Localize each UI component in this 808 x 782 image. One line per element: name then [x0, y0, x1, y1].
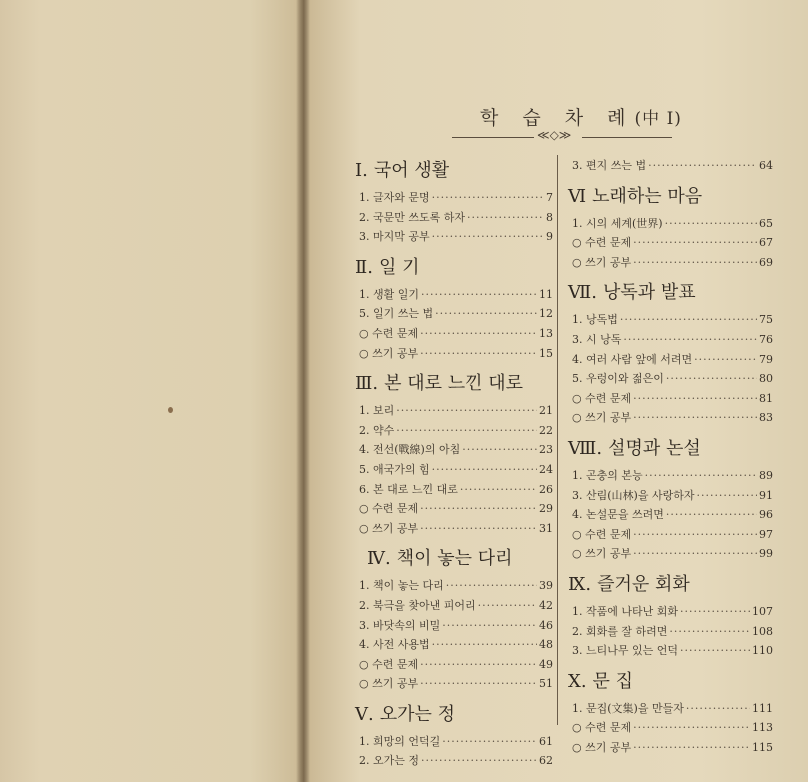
- toc-entry: [355, 227, 553, 247]
- section-heading: [568, 669, 773, 695]
- toc-entry-page: 15: [539, 346, 553, 360]
- toc-entry-label: 4. 전선(戰線)의 아침: [359, 443, 461, 457]
- section-numeral: Ⅷ.: [568, 437, 603, 459]
- section-numeral: Ⅶ.: [568, 282, 597, 304]
- dot-leader: [633, 544, 757, 564]
- toc-entry-page: 79: [759, 352, 773, 366]
- section-numeral: Ⅴ.: [355, 703, 374, 725]
- dot-leader: [666, 505, 757, 525]
- toc-entry-page: 97: [759, 527, 773, 541]
- section-title: 즐거운 회화: [597, 573, 690, 595]
- toc-entry-label: 1. 책이 놓는 다리: [359, 579, 444, 593]
- toc-entry: [355, 480, 553, 500]
- section-title: 낭독과 발표: [602, 282, 696, 304]
- dot-leader: [696, 486, 757, 506]
- toc-entry-page: 67: [759, 236, 773, 250]
- book-gutter: [296, 0, 310, 782]
- dot-leader: [420, 344, 537, 364]
- toc-entry-page: 26: [539, 482, 553, 496]
- section-title: 문 집: [592, 670, 634, 692]
- section-numeral: Ⅲ.: [355, 373, 379, 395]
- dot-leader: [420, 499, 537, 519]
- toc-entry-label: 3. 산림(山林)을 사랑하자: [572, 488, 695, 502]
- toc-entry-label: 4. 여러 사람 앞에 서려면: [572, 352, 693, 366]
- toc-entry-page: 8: [546, 210, 553, 224]
- section-title: 일 기: [378, 256, 420, 278]
- toc-entry-label: ○ 쓰기 공부: [359, 677, 419, 691]
- dot-leader: [421, 285, 537, 305]
- toc-entry: [568, 408, 773, 428]
- toc-entry-label: 2. 국문만 쓰도록 하자: [359, 210, 465, 224]
- toc-entry-page: 96: [759, 508, 773, 522]
- toc-entry-label: 1. 보리: [359, 404, 395, 418]
- toc-entry-page: 22: [539, 423, 553, 437]
- toc-entry-page: 23: [539, 443, 553, 457]
- dot-leader: [432, 635, 537, 655]
- section-heading: [568, 184, 773, 210]
- toc-entry: [355, 208, 553, 228]
- section-title: 설명과 논설: [608, 437, 701, 459]
- toc-entry: [568, 699, 773, 719]
- toc-entry-label: 1. 문집(文集)을 만들자: [572, 701, 684, 715]
- paper-speck: [168, 407, 173, 413]
- toc-entry: [568, 544, 773, 564]
- toc-entry-label: 3. 바닷속의 비밀: [359, 618, 441, 632]
- toc-entry-label: 5. 애국가의 힘: [359, 462, 430, 476]
- toc-entry-label: 5. 일기 쓰는 법: [359, 307, 434, 321]
- section-numeral: Ⅵ: [568, 185, 587, 207]
- dot-leader: [420, 324, 537, 344]
- toc-entry-page: 62: [539, 754, 553, 768]
- dot-leader: [633, 253, 757, 273]
- toc-entry: [355, 674, 553, 694]
- dot-leader: [478, 596, 537, 616]
- toc-entry-page: 75: [759, 313, 773, 327]
- section-heading: [355, 255, 553, 281]
- toc-entry-page: 108: [752, 624, 773, 638]
- dot-leader: [442, 732, 537, 752]
- column-divider: [557, 155, 558, 725]
- toc-entry-page: 89: [759, 468, 773, 482]
- dot-leader: [420, 655, 537, 675]
- toc-entry: [355, 635, 553, 655]
- toc-entry-label: ○ 쓰기 공부: [572, 740, 632, 754]
- toc-entry: [355, 499, 553, 519]
- dot-leader: [633, 233, 757, 253]
- toc-entry: [355, 655, 553, 675]
- toc-entry-label: 2. 오가는 정: [359, 754, 419, 768]
- toc-entry-label: 3. 편지 쓰는 법: [572, 159, 647, 172]
- section-heading: [568, 436, 773, 462]
- dot-leader: [460, 480, 537, 500]
- toc-entry-page: 83: [759, 411, 773, 425]
- dot-leader: [420, 519, 537, 539]
- toc-entry-label: ○ 수련 문제: [572, 527, 632, 541]
- section-title: 책이 놓는 다리: [396, 548, 513, 570]
- toc-entry: [355, 616, 553, 636]
- dot-leader: [633, 408, 757, 428]
- dot-leader: [648, 156, 757, 176]
- toc-entry-label: ○ 쓰기 공부: [359, 346, 419, 360]
- page-title: [480, 103, 682, 130]
- dot-leader: [620, 310, 757, 330]
- ornament-line-right: [582, 137, 672, 138]
- toc-entry-label: 1. 낭독법: [572, 313, 618, 327]
- dot-leader: [446, 576, 537, 596]
- toc-entry: [355, 285, 553, 305]
- dot-leader: [694, 350, 757, 370]
- section-numeral: Ⅹ.: [568, 670, 587, 692]
- toc-entry-page: 46: [539, 618, 553, 632]
- dot-leader: [666, 369, 757, 389]
- dot-leader: [645, 466, 757, 486]
- title-main: 학 습 차 례: [480, 107, 635, 129]
- toc-entry-label: 2. 북극을 찾아낸 피어리: [359, 598, 476, 612]
- dot-leader: [633, 738, 750, 758]
- toc-entry-label: ○ 수련 문제: [572, 391, 632, 405]
- section-heading: [568, 280, 773, 306]
- toc-entry-page: 80: [759, 372, 773, 386]
- title-ornament: [452, 128, 672, 143]
- toc-entry: [568, 641, 773, 661]
- toc-entry-page: 110: [752, 644, 773, 658]
- toc-entry-label: 3. 시 낭독: [572, 332, 622, 346]
- toc-entry-page: 11: [539, 287, 553, 301]
- toc-entry-page: 9: [546, 230, 553, 244]
- toc-entry: [355, 421, 553, 441]
- dot-leader: [633, 389, 757, 409]
- toc-entry: [568, 738, 773, 758]
- toc-entry-label: 3. 느티나무 있는 언덕: [572, 644, 678, 658]
- toc-entry-page: 99: [759, 547, 773, 561]
- dot-leader: [420, 674, 537, 694]
- dot-leader: [467, 208, 544, 228]
- toc-entry-label: ○ 쓰기 공부: [572, 255, 632, 269]
- toc-entry-page: 91: [759, 488, 773, 502]
- toc-entry-label: 6. 본 대로 느낀 대로: [359, 482, 458, 496]
- toc-entry: [355, 596, 553, 616]
- toc-entry: [568, 486, 773, 506]
- toc-entry: [568, 310, 773, 330]
- toc-entry-page: 64: [759, 159, 773, 172]
- toc-entry-label: ○ 수련 문제: [359, 502, 419, 516]
- toc-entry-label: 4. 논설문을 쓰려면: [572, 508, 664, 522]
- section-numeral: Ⅸ.: [568, 573, 592, 595]
- toc-entry-page: 21: [539, 404, 553, 418]
- toc-entry: [568, 718, 773, 738]
- toc-entry: [355, 576, 553, 596]
- toc-right-column: [568, 156, 773, 757]
- toc-entry: [568, 525, 773, 545]
- toc-entry: [568, 350, 773, 370]
- toc-entry-label: 1. 글자와 문명: [359, 191, 430, 204]
- section-title: 오가는 정: [379, 703, 456, 725]
- section-title: 본 대로 느낀 대로: [384, 373, 523, 395]
- section-heading: [355, 371, 553, 397]
- toc-entry-label: ○ 쓰기 공부: [572, 547, 632, 561]
- toc-entry: [355, 304, 553, 324]
- dot-leader: [680, 602, 750, 622]
- toc-entry-label: 4. 사전 사용법: [359, 638, 430, 652]
- toc-entry-label: 2. 약수: [359, 423, 395, 437]
- toc-entry-page: 12: [539, 307, 553, 321]
- toc-entry-page: 29: [539, 502, 553, 516]
- section-heading: [568, 572, 773, 598]
- toc-entry: [568, 253, 773, 273]
- toc-entry: [568, 233, 773, 253]
- diamond-ornament-icon: ≪◇≫: [537, 128, 572, 142]
- section-title: 국어 생활: [373, 160, 450, 181]
- toc-entry: [355, 751, 553, 771]
- section-heading: [355, 158, 553, 184]
- toc-entry-page: 107: [752, 604, 773, 618]
- title-sub: (中 I): [634, 109, 682, 129]
- toc-entry-page: 111: [752, 701, 773, 715]
- dot-leader: [396, 401, 537, 421]
- toc-entry-label: ○ 쓰기 공부: [359, 521, 419, 535]
- toc-entry-page: 13: [539, 326, 553, 340]
- section-title: 노래하는 마음: [592, 185, 703, 207]
- toc-entry: [355, 460, 553, 480]
- section-numeral: Ⅳ.: [367, 548, 391, 570]
- toc-entry: [568, 466, 773, 486]
- toc-entry-page: 61: [539, 734, 553, 748]
- dot-leader: [435, 304, 537, 324]
- toc-entry-label: 3. 마지막 공부: [359, 230, 430, 244]
- dot-leader: [623, 330, 757, 350]
- toc-entry-label: ○ 수련 문제: [359, 326, 419, 340]
- toc-entry: [568, 505, 773, 525]
- toc-entry: [355, 732, 553, 752]
- toc-entry-label: ○ 수련 문제: [359, 657, 419, 671]
- toc-entry: [568, 214, 773, 234]
- toc-entry-page: 65: [759, 216, 773, 230]
- toc-entry-label: 5. 우렁이와 젊은이: [572, 372, 664, 386]
- toc-entry: [355, 324, 553, 344]
- toc-entry-label: ○ 쓰기 공부: [572, 411, 632, 425]
- toc-entry-page: 69: [759, 255, 773, 269]
- toc-entry-page: 81: [759, 391, 773, 405]
- toc-entry-label: 1. 시의 세계(世界): [572, 216, 663, 230]
- toc-entry-page: 24: [539, 462, 553, 476]
- toc-entry-page: 31: [539, 521, 553, 535]
- toc-entry-label: ○ 수련 문제: [572, 236, 632, 250]
- toc-entry-label: 1. 희망의 언덕길: [359, 734, 441, 748]
- dot-leader: [442, 616, 537, 636]
- toc-entry: [568, 369, 773, 389]
- toc-entry-label: 2. 회화를 잘 하려면: [572, 624, 668, 638]
- dot-leader: [432, 460, 537, 480]
- section-numeral: Ⅰ.: [355, 160, 368, 181]
- toc-entry: [355, 188, 553, 208]
- dot-leader: [462, 440, 537, 460]
- dot-leader: [432, 227, 544, 247]
- toc-entry: [355, 344, 553, 364]
- toc-entry: [568, 330, 773, 350]
- section-heading: [355, 546, 553, 572]
- toc-entry-page: 51: [539, 677, 553, 691]
- toc-entry-page: 42: [539, 598, 553, 612]
- toc-entry-page: 7: [546, 191, 553, 204]
- toc-entry-page: 49: [539, 657, 553, 671]
- toc-entry: [355, 440, 553, 460]
- dot-leader: [680, 641, 750, 661]
- toc-entry-label: ○ 수련 문제: [572, 721, 632, 735]
- dot-leader: [432, 188, 544, 208]
- toc-entry: [568, 156, 773, 176]
- toc-entry-page: 76: [759, 332, 773, 346]
- dot-leader: [669, 622, 750, 642]
- toc-left-column: [355, 158, 553, 771]
- toc-entry-label: 1. 곤충의 본능: [572, 468, 643, 482]
- toc-entry-page: 113: [752, 721, 773, 735]
- toc-entry-page: 115: [752, 740, 773, 754]
- dot-leader: [633, 525, 757, 545]
- dot-leader: [665, 214, 757, 234]
- toc-entry: [568, 622, 773, 642]
- dot-leader: [633, 718, 750, 738]
- dot-leader: [421, 751, 537, 771]
- toc-entry-label: 1. 작품에 나타난 회화: [572, 604, 678, 618]
- dot-leader: [396, 421, 537, 441]
- toc-entry-label: 1. 생활 일기: [359, 287, 419, 301]
- section-numeral: Ⅱ.: [355, 256, 373, 278]
- toc-entry: [568, 602, 773, 622]
- section-heading: [355, 702, 553, 728]
- toc-entry: [355, 401, 553, 421]
- ornament-line-left: [452, 137, 534, 138]
- toc-entry-page: 48: [539, 638, 553, 652]
- toc-entry: [568, 389, 773, 409]
- toc-entry-page: 39: [539, 579, 553, 593]
- dot-leader: [686, 699, 750, 719]
- toc-entry: [355, 519, 553, 539]
